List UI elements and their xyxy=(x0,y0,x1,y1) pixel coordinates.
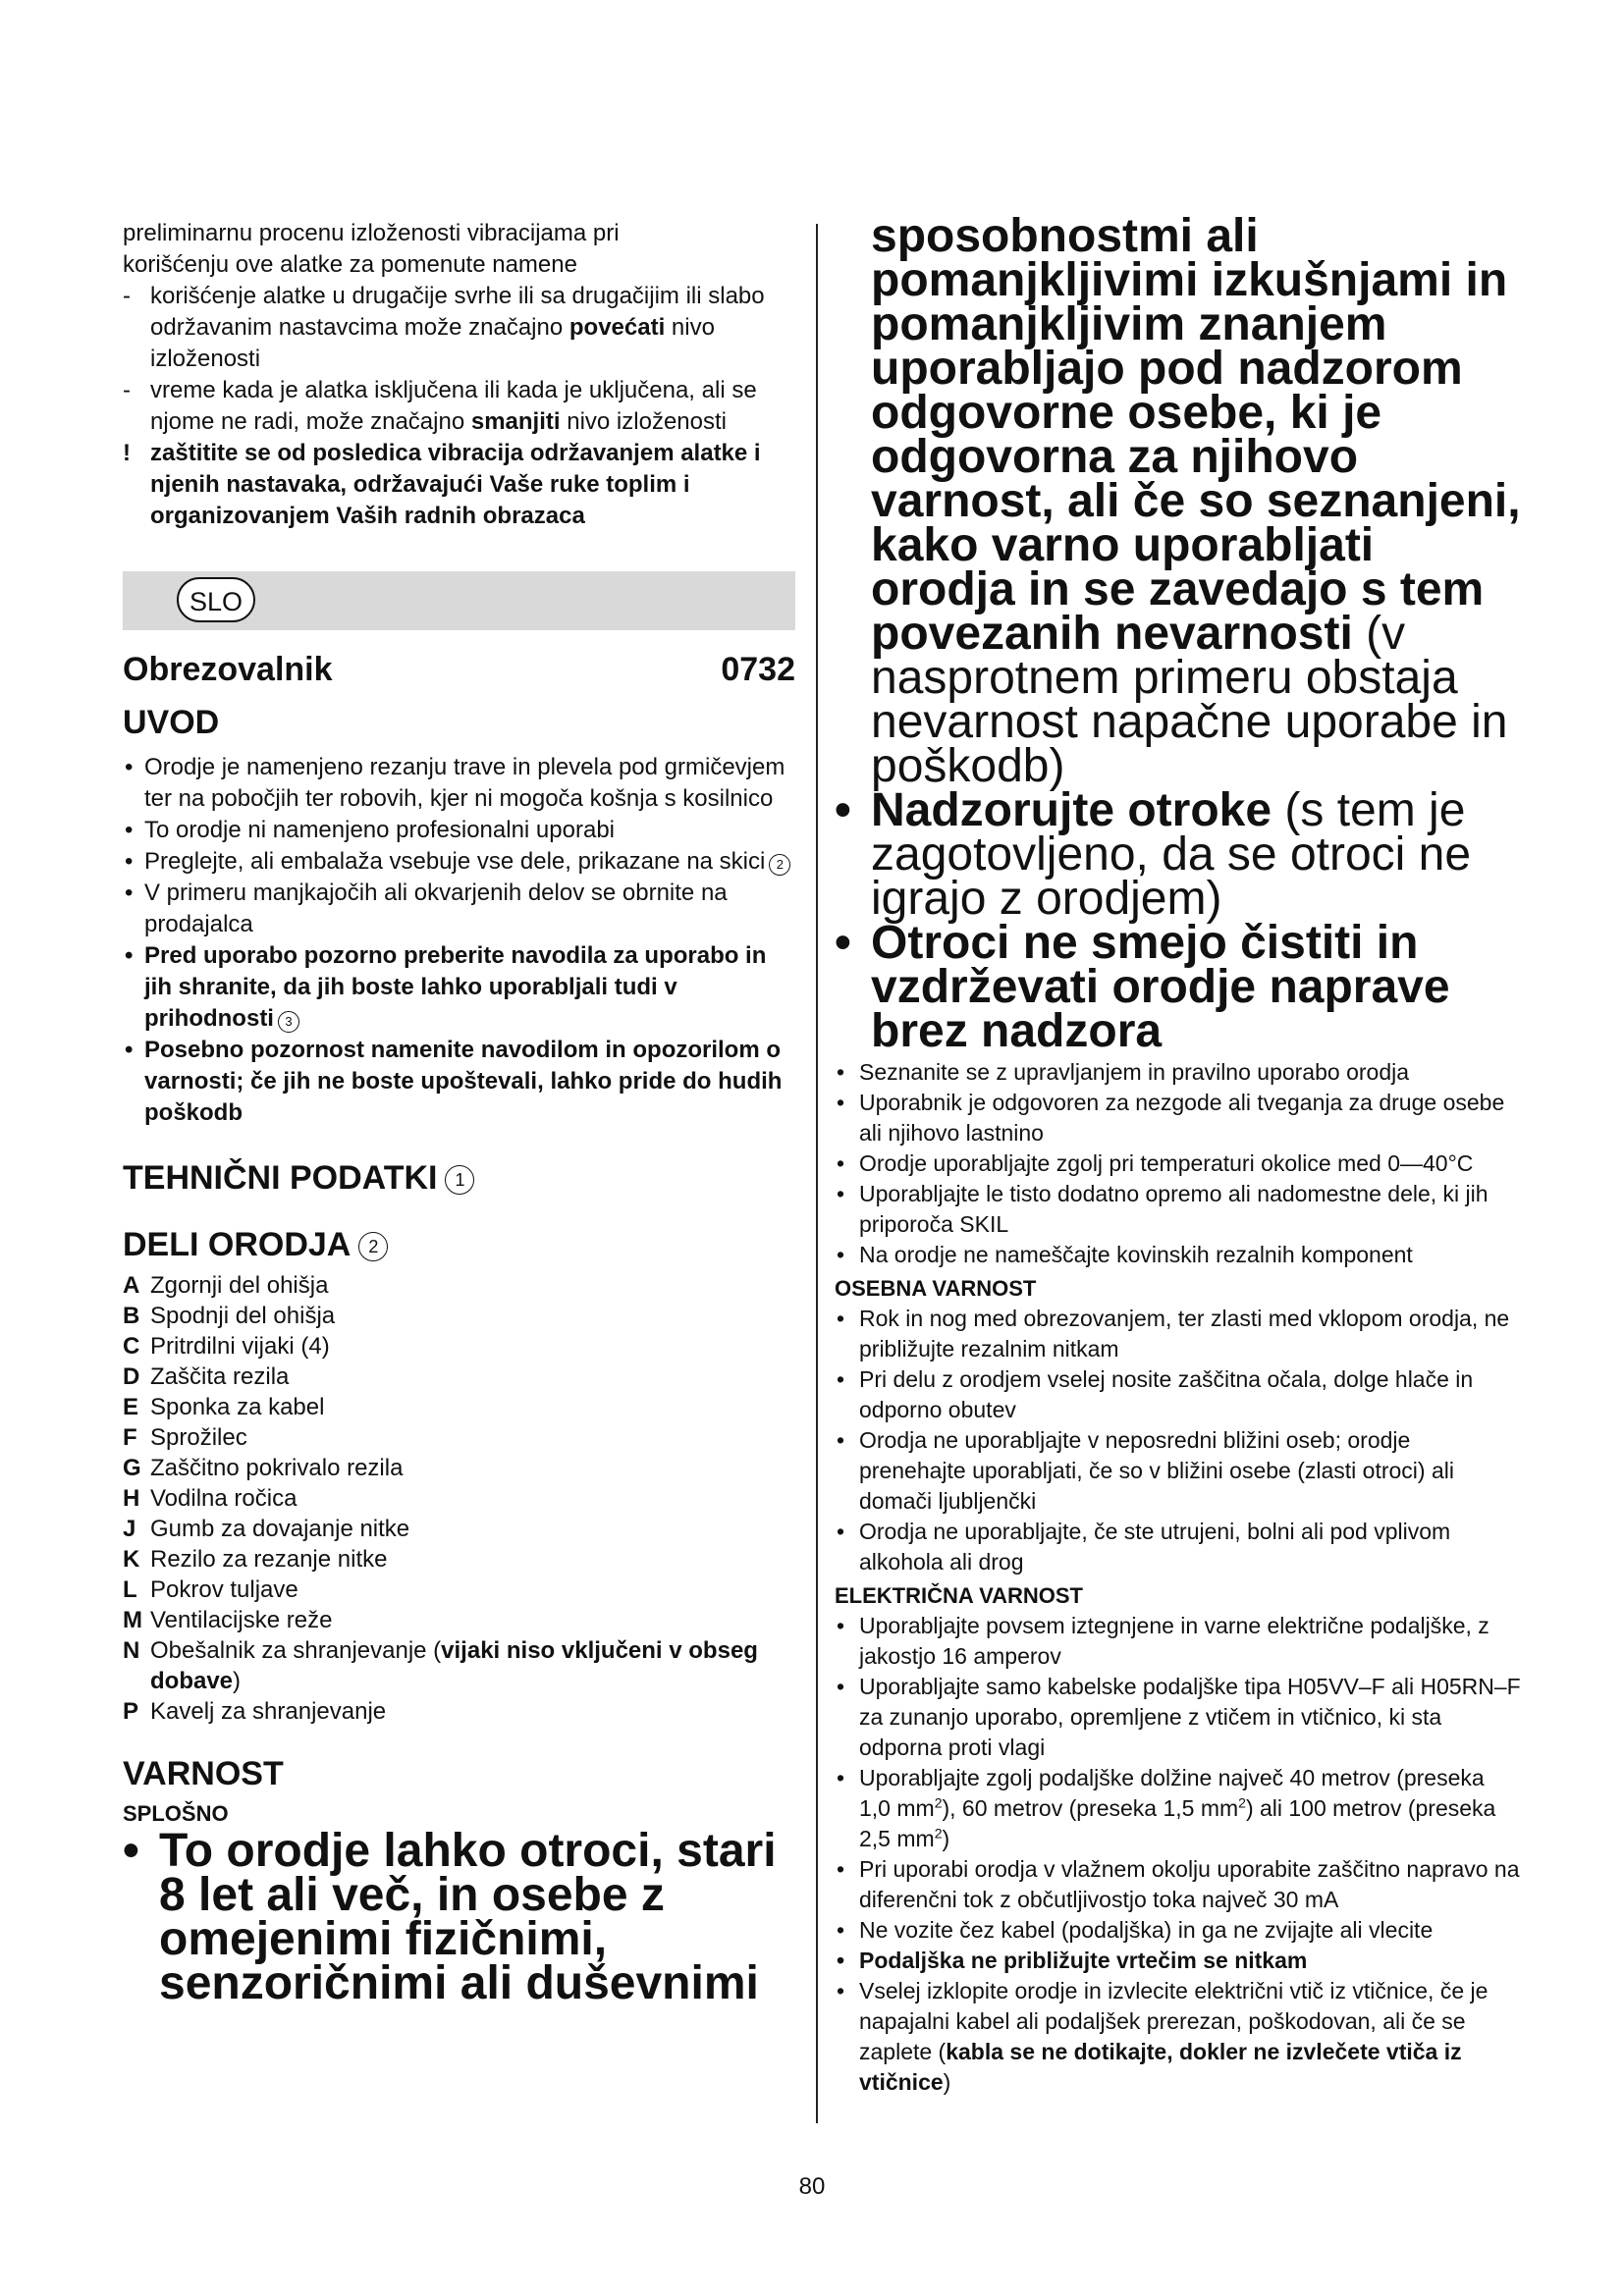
list-item: • Orodja ne uporabljajte, če ste utrujeni, bolni ali pod vplivom alkohola ali drog xyxy=(835,1517,1522,1577)
part-item: E Sponka za kabel xyxy=(123,1394,325,1420)
right-column xyxy=(835,210,1522,2098)
part-item: C Pritrdilni vijaki (4) xyxy=(123,1333,330,1360)
list-item: • Uporabljajte samo kabelske podaljške tipa H05VV–F ali H05RN–F za zunanjo uporabo, opremljene z vtičem in vtičnico, ki sta odporna proti vlagi xyxy=(835,1672,1522,1763)
big-warning-continued: sposobnostmi ali pomanjkljivimi izkušnjami in pomanjkljivim znanjem uporabljajo pod nadzorom odgovorne osebe, ki je odgovorna za njihovo varnost, ali če so seznanjeni, kako varno uporabljati orodja in se zavedajo s tem povezanih nevarnosti (v nasprotnem primeru obstaja nevarnost napačne uporabe in poškodb) xyxy=(871,210,1521,792)
list-item: • Pri delu z orodjem vselej nosite zaščitna očala, dolge hlače in odporno obutev xyxy=(835,1364,1522,1425)
parts-heading: DELI ORODJA 2 xyxy=(123,1223,795,1266)
big-warning-item: • Nadzorujte otroke (s tem je zagotovljeno, da se otroci ne igrajo z orodjem) xyxy=(835,784,1472,925)
figure-ref: 2 xyxy=(769,854,790,876)
list-item: • Uporabljajte zgolj podaljške dolžine največ 40 metrov (preseka 1,0 $mm^2$), 60 metrov (preseka 1,5 $mm^2$) ali 100 metrov (preseka 2,5 $mm^2$) xyxy=(835,1763,1522,1854)
part-item: K Rezilo za rezanje nitke xyxy=(123,1546,388,1573)
column-divider xyxy=(816,224,818,2123)
list-item: • Orodje uporabljajte zgolj pri temperaturi okolice med 0—40°C xyxy=(835,1148,1522,1179)
page-number: 80 xyxy=(798,2173,826,2200)
part-item: H Vodilna ročica xyxy=(123,1485,298,1512)
language-badge: SLO xyxy=(177,577,255,622)
list-item: • Ne vozite čez kabel (podaljška) in ga ne zvijajte ali vlecite xyxy=(835,1915,1522,1946)
list-item: • Orodje je namenjeno rezanju trave in plevela pod grmičevjem ter na pobočjih ter robovih, kjer ni mogoča košnja s kosilnico xyxy=(123,752,795,815)
list-item: • To orodje ni namenjeno profesionalni uporabi xyxy=(123,815,795,846)
tech-heading: TEHNIČNI PODATKI 1 xyxy=(123,1156,795,1200)
list-item: • Podaljška ne približujte vrtečim se nitkam xyxy=(835,1946,1522,1976)
uvod-heading: UVOD xyxy=(123,704,220,741)
parts-list xyxy=(123,1270,795,1727)
list-item: • Pred uporabo pozorno preberite navodila za uporabo in jih shranite, da jih boste lahko uporabljali tudi v prihodnosti 3 xyxy=(123,940,795,1035)
list-item: • Orodja ne uporabljajte v neposredni bližini oseb; orodje prenehajte uporabljati, če so v bližini osebe (zlasti otroci) ali domači ljubljenčki xyxy=(835,1425,1522,1517)
part-item: J Gumb za dovajanje nitke xyxy=(123,1516,410,1542)
product-title-row xyxy=(123,648,795,691)
splosno-heading: SPLOŠNO xyxy=(123,1801,229,1826)
list-item: • Uporabljajte le tisto dodatno opremo ali nadomestne dele, ki jih priporoča SKIL xyxy=(835,1179,1522,1240)
list-item: • Rok in nog med obrezovanjem, ter zlasti med vklopom orodja, ne približujte rezalnim nitkam xyxy=(835,1304,1522,1364)
part-item: B Spodnji del ohišja xyxy=(123,1303,336,1329)
part-item: L Pokrov tuljave xyxy=(123,1576,298,1603)
intro-line: preliminarnu procenu izloženosti vibracijama pri xyxy=(123,220,620,246)
product-name: Obrezovalnik xyxy=(123,651,333,688)
personal-safety-heading: OSEBNA VARNOST xyxy=(835,1276,1037,1301)
list-item: • Preglejte, ali embalaža vsebuje vse dele, prikazane na skici 2 xyxy=(123,846,795,878)
list-item: • Posebno pozornost namenite navodilom in opozorilom o varnosti; če jih ne boste upoštevali, lahko pride do hudih poškodb xyxy=(123,1035,795,1129)
general-list xyxy=(835,1057,1522,1270)
varnost-heading: VARNOST xyxy=(123,1755,284,1792)
figure-ref: 1 xyxy=(445,1165,474,1195)
part-item: P Kavelj za shranjevanje xyxy=(123,1698,387,1725)
language-bar xyxy=(123,571,795,630)
list-item: • V primeru manjkajočih ali okvarjenih delov se obrnite na prodajalca xyxy=(123,878,795,940)
list-item: • Uporabljajte povsem iztegnjene in varne električne podaljške, z jakostjo 16 amperov xyxy=(835,1611,1522,1672)
big-warning-item: • Otroci ne smejo čistiti in vzdrževati orodje naprave brez nadzora xyxy=(835,917,1450,1057)
big-warning-start: • To orodje lahko otroci, stari 8 let ali več, in osebe z omejenimi fizičnimi, senzoričnimi ali duševnimi xyxy=(123,1825,777,2009)
electrical-list xyxy=(835,1611,1522,2098)
part-item: F Sprožilec xyxy=(123,1424,247,1451)
list-item: • Seznanite se z upravljanjem in pravilno uporabo orodja xyxy=(835,1057,1522,1088)
part-item: G Zaščitno pokrivalo rezila xyxy=(123,1455,404,1481)
figure-ref: 2 xyxy=(358,1232,388,1261)
part-item: A Zgornji del ohišja xyxy=(123,1272,329,1299)
left-column xyxy=(123,218,795,2009)
electrical-safety-heading: ELEKTRIČNA VARNOST xyxy=(835,1583,1083,1608)
list-item: • Na orodje ne nameščajte kovinskih rezalnih komponent xyxy=(835,1240,1522,1270)
part-item: M Ventilacijske reže xyxy=(123,1607,333,1633)
part-item: N Obešalnik za shranjevanje (vijaki niso vključeni v obseg dobave) xyxy=(123,1637,758,1694)
dash-item: - korišćenje alatke u drugačije svrhe ili sa drugačijim ili slabo održavanim nastavcima može značajno povećati nivo izloženosti xyxy=(123,283,765,372)
list-item: • Vselej izklopite orodje in izvlecite električni vtič iz vtičnice, če je napajalni kabel ali podaljšek prerezan, poškodovan, ali če se zaplete (kabla se ne dotikajte, dokler ne izvlečete vtiča iz vtičnice) xyxy=(835,1976,1522,2098)
figure-ref: 3 xyxy=(278,1011,299,1033)
dash-item: - vreme kada je alatka isključena ili kada je uključena, ali se njome ne radi, može značajno smanjiti nivo izloženosti xyxy=(123,377,757,435)
list-item: • Uporabnik je odgovoren za nezgode ali tveganja za druge osebe ali njihovo lastnino xyxy=(835,1088,1522,1148)
uvod-list xyxy=(123,752,795,1129)
part-item: D Zaščita rezila xyxy=(123,1363,290,1390)
intro-line: korišćenju ove alatke za pomenute namene xyxy=(123,251,577,278)
personal-list xyxy=(835,1304,1522,1577)
vibration-warning: ! zaštitite se od posledica vibracija održavanjem alatke i njenih nastavaka, održavajući Vaše ruke toplim i organizovanjem Vaših radnih obrazaca xyxy=(123,440,761,529)
product-code: 0732 xyxy=(721,651,795,688)
list-item: • Pri uporabi orodja v vlažnem okolju uporabite zaščitno napravo na diferenčni tok z občutljivostjo toka največ 30 mA xyxy=(835,1854,1522,1915)
